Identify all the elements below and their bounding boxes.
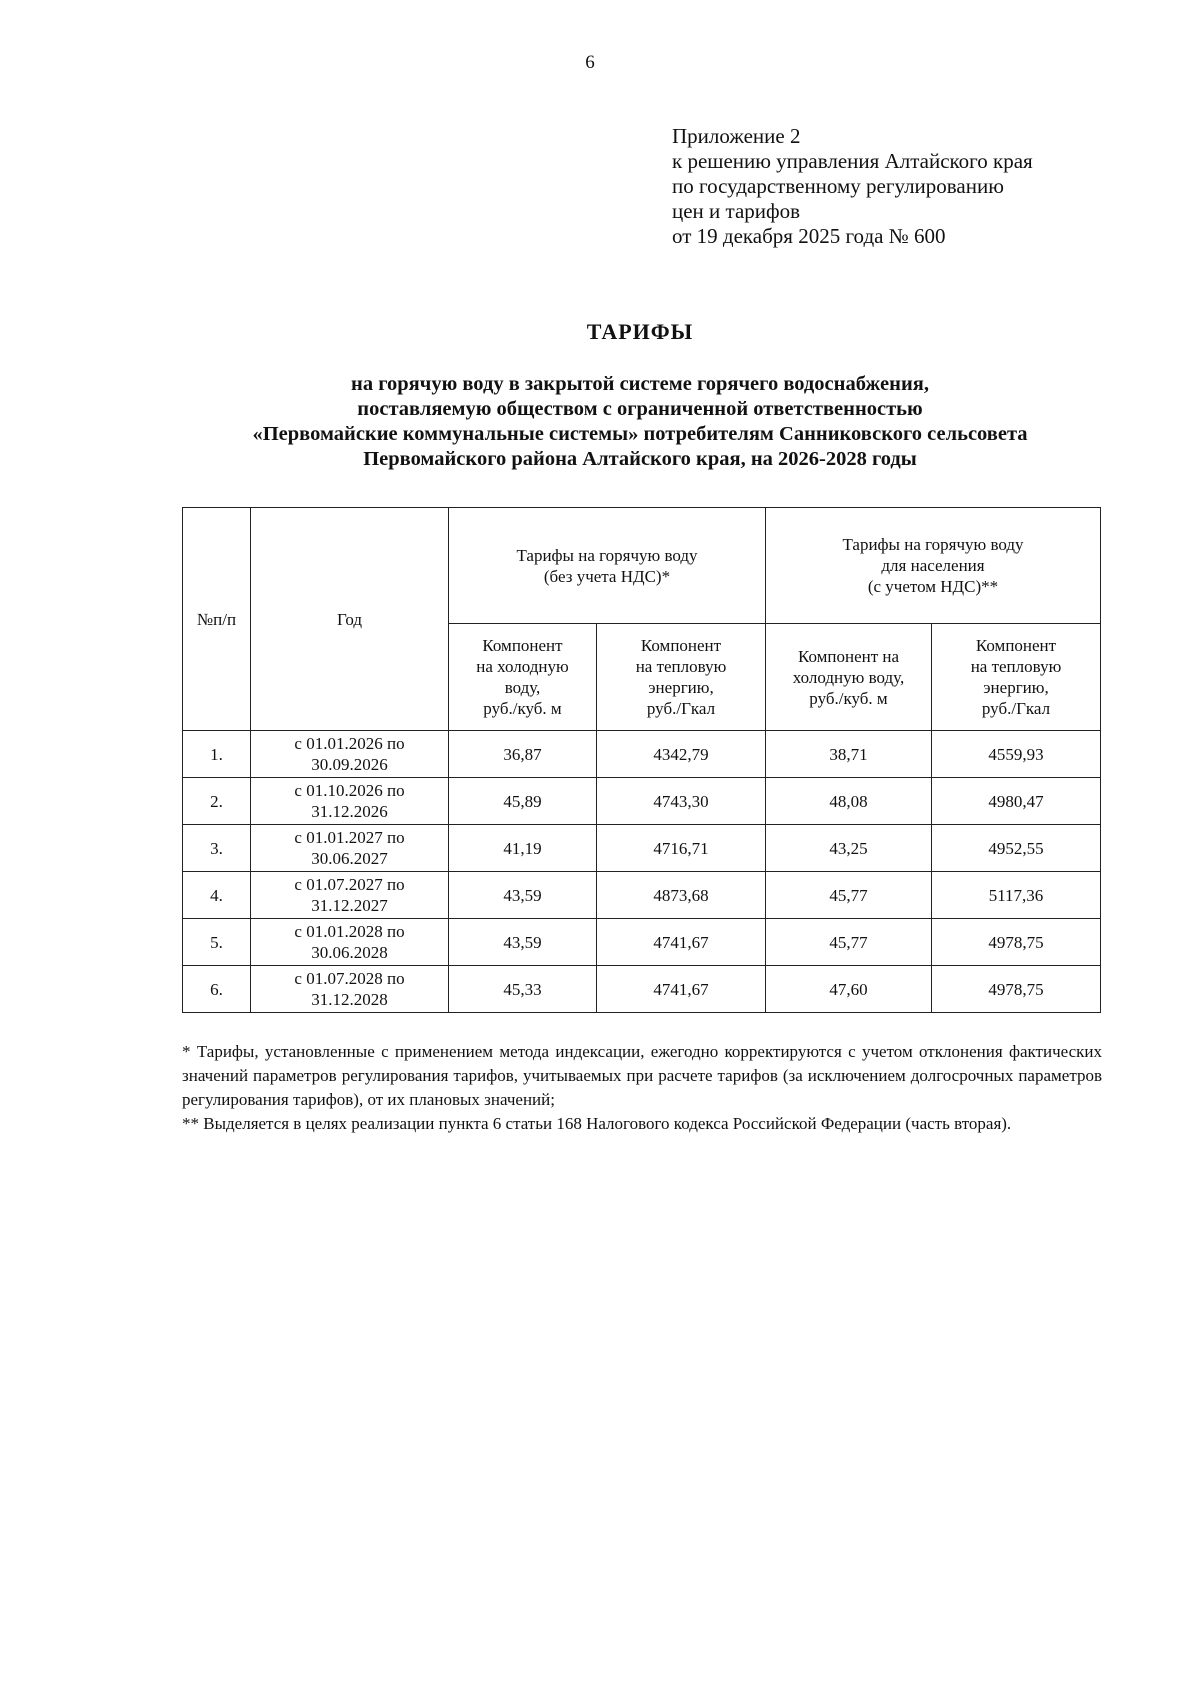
footnote-vat: ** Выделяется в целях реализации пункта 6 статьи 168 Налогового кодекса Российской Федерации (часть вторая). <box>182 1114 1012 1133</box>
row-period <box>251 966 449 1013</box>
header-cold-with-vat <box>766 624 932 731</box>
cold-vat-cell: 38,71 <box>766 731 932 778</box>
header-line: руб./Гкал <box>646 699 716 718</box>
period-line: с 01.07.2027 по <box>294 875 405 894</box>
header-line: Компонент на <box>797 646 900 666</box>
header-line: энергию, <box>983 678 1049 697</box>
subtitle-line: на горячую воду в закрытой системе горячего водоснабжения, <box>351 373 929 395</box>
cold-vat-cell: 45,77 <box>766 919 932 966</box>
row-number: 5. <box>183 919 251 966</box>
row-number: 3. <box>183 825 251 872</box>
period-line: с 01.10.2026 по <box>294 781 405 800</box>
header-year: Год <box>251 508 449 731</box>
header-heat-with-vat <box>932 624 1101 731</box>
period-line: с 01.01.2028 по <box>294 922 405 941</box>
row-period <box>251 872 449 919</box>
period-line: 31.12.2028 <box>311 990 388 1009</box>
cold-vat-cell: 45,77 <box>766 872 932 919</box>
row-number: 6. <box>183 966 251 1013</box>
appendix-line: к решению управления Алтайского края <box>672 149 1033 173</box>
table-row <box>183 872 1101 919</box>
period-line: с 01.07.2028 по <box>294 969 405 988</box>
footnote-indexation: * Тарифы, установленные с применением метода индексации, ежегодно корректируются с учетом отклонения фактических значений параметров регулирования тарифов, учитываемых при расчете тарифов (за исключением долгосрочных параметров регулирования тарифов), от их плановых значений; <box>182 1042 1102 1109</box>
footnotes <box>182 1040 1102 1136</box>
header-line: руб./куб. м <box>483 699 562 718</box>
period-line: с 01.01.2026 по <box>294 734 405 753</box>
heat-vat-cell: 4978,75 <box>932 966 1101 1013</box>
appendix-line: по государственному регулированию <box>672 174 1004 198</box>
heat-no-vat-cell: 4743,30 <box>597 778 766 825</box>
period-line: с 01.01.2027 по <box>294 828 405 847</box>
header-line: воду, <box>504 678 541 697</box>
appendix-block <box>672 124 1033 249</box>
row-period <box>251 825 449 872</box>
header-cold-no-vat <box>449 624 597 731</box>
table-row <box>183 731 1101 778</box>
appendix-line: Приложение 2 <box>672 124 801 148</box>
subtitle-line: поставляемую обществом с ограниченной ответственностью <box>357 398 923 420</box>
heat-vat-cell: 5117,36 <box>932 872 1101 919</box>
heat-no-vat-cell: 4741,67 <box>597 919 766 966</box>
subtitle-line: «Первомайские коммунальные системы» потребителям Санниковского сельсовета <box>252 423 1028 445</box>
cold-no-vat-cell: 45,89 <box>449 778 597 825</box>
heat-vat-cell: 4978,75 <box>932 919 1101 966</box>
tariffs-table <box>182 507 1101 1013</box>
cold-vat-cell: 43,25 <box>766 825 932 872</box>
header-line: холодную воду, <box>792 667 905 687</box>
document-subtitle <box>0 372 1200 472</box>
period-line: 31.12.2027 <box>311 896 388 915</box>
period-line: 30.06.2028 <box>311 943 388 962</box>
header-line: на тепловую <box>635 657 727 676</box>
header-line: (без учета НДС)* <box>543 566 671 586</box>
header-line: на тепловую <box>970 657 1062 676</box>
row-number: 1. <box>183 731 251 778</box>
header-line: Тарифы на горячую воду <box>842 535 1024 554</box>
row-period <box>251 731 449 778</box>
header-line: Тарифы на горячую воду <box>516 545 698 565</box>
header-line: энергию, <box>648 678 714 697</box>
period-line: 31.12.2026 <box>311 802 388 821</box>
heat-vat-cell: 4980,47 <box>932 778 1101 825</box>
heat-no-vat-cell: 4716,71 <box>597 825 766 872</box>
page-number: 6 <box>585 52 595 73</box>
cold-no-vat-cell: 36,87 <box>449 731 597 778</box>
header-line: руб./Гкал <box>981 699 1051 718</box>
heat-vat-cell: 4559,93 <box>932 731 1101 778</box>
appendix-line: цен и тарифов <box>672 199 801 223</box>
heat-no-vat-cell: 4342,79 <box>597 731 766 778</box>
heat-no-vat-cell: 4741,67 <box>597 966 766 1013</box>
table-row <box>183 919 1101 966</box>
period-line: 30.06.2027 <box>311 849 388 868</box>
heat-no-vat-cell: 4873,68 <box>597 872 766 919</box>
heat-vat-cell: 4952,55 <box>932 825 1101 872</box>
row-period <box>251 919 449 966</box>
header-line: на холодную <box>476 657 569 676</box>
table-row <box>183 825 1101 872</box>
header-num: №п/п <box>183 508 251 731</box>
header-heat-no-vat <box>597 624 766 731</box>
cold-vat-cell: 48,08 <box>766 778 932 825</box>
subtitle-line: Первомайского района Алтайского края, на 2026-2028 годы <box>363 448 917 470</box>
header-line: (с учетом НДС)** <box>867 577 999 596</box>
table-row <box>183 966 1101 1013</box>
cold-no-vat-cell: 43,59 <box>449 919 597 966</box>
header-line: Компонент <box>975 636 1057 655</box>
header-line: руб./куб. м <box>809 688 888 708</box>
header-line: для населения <box>881 556 985 575</box>
row-number: 4. <box>183 872 251 919</box>
header-line: Компонент <box>482 636 563 655</box>
cold-no-vat-cell: 41,19 <box>449 825 597 872</box>
cold-no-vat-cell: 45,33 <box>449 966 597 1013</box>
table-row <box>183 778 1101 825</box>
period-line: 30.09.2026 <box>311 755 388 774</box>
row-period <box>251 778 449 825</box>
cold-no-vat-cell: 43,59 <box>449 872 597 919</box>
appendix-line: от 19 декабря 2025 года № 600 <box>672 224 946 248</box>
document-title: ТАРИФЫ <box>586 319 694 344</box>
cold-vat-cell: 47,60 <box>766 966 932 1013</box>
header-group-no-vat <box>449 508 766 624</box>
header-group-with-vat <box>766 508 1101 624</box>
header-line: Компонент <box>640 636 722 655</box>
row-number: 2. <box>183 778 251 825</box>
